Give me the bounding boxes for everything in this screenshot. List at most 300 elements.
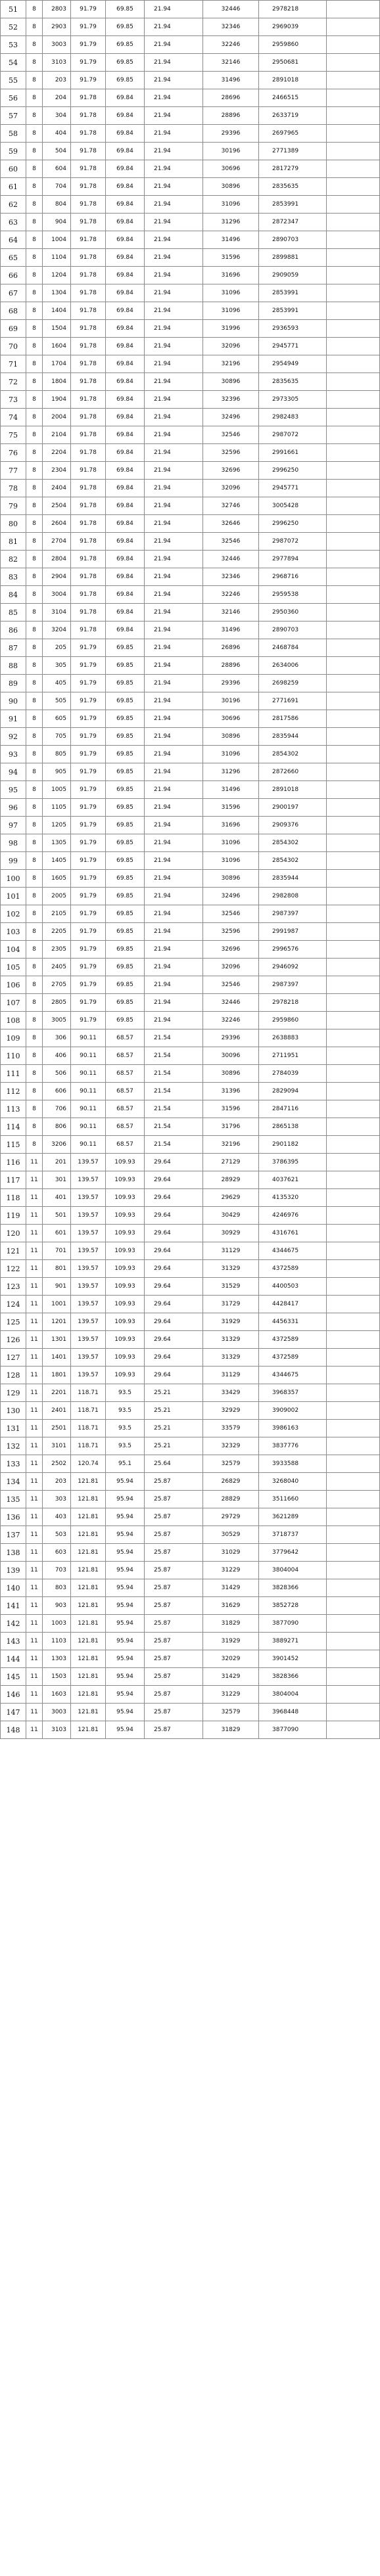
total-price-cell: 3005428 [259,497,327,515]
shared-area-cell: 21.94 [145,817,203,834]
table-row [1,107,380,125]
shared-area-cell: 29.64 [145,1278,203,1296]
row-number-cell: 143 [1,1633,26,1650]
row-number-cell: 76 [1,444,26,462]
building-cell: 8 [26,320,43,338]
table-row [1,1136,380,1154]
shared-area-cell: 21.94 [145,320,203,338]
area-cell: 91.78 [71,125,106,143]
total-price-cell: 2891018 [259,781,327,799]
row-number-cell: 146 [1,1686,26,1704]
row-number-cell: 105 [1,959,26,976]
shared-area-cell: 29.64 [145,1367,203,1384]
shared-area-cell: 21.94 [145,1012,203,1029]
total-price-cell: 4246976 [259,1207,327,1225]
table-row [1,1455,380,1473]
table-row [1,1562,380,1579]
inner-area-cell: 69.84 [106,480,145,497]
area-cell: 121.81 [71,1579,106,1597]
inner-area-cell: 69.84 [106,125,145,143]
row-number-cell: 81 [1,533,26,551]
unit-price-cell: 32596 [203,444,259,462]
total-price-cell: 3511660 [259,1491,327,1508]
table-row [1,1225,380,1242]
table-row [1,143,380,160]
empty-cell [327,1296,380,1313]
total-price-cell: 4037621 [259,1171,327,1189]
total-price-cell: 2973305 [259,391,327,409]
unit-cell: 1204 [43,267,71,284]
empty-cell [327,834,380,852]
empty-cell [327,639,380,657]
row-number-cell: 68 [1,302,26,320]
area-cell: 121.81 [71,1508,106,1526]
building-cell: 8 [26,1100,43,1118]
total-price-cell: 2771389 [259,143,327,160]
building-cell: 8 [26,196,43,214]
unit-price-cell: 30696 [203,160,259,178]
total-price-cell: 3837776 [259,1437,327,1455]
table-row [1,1083,380,1100]
table-row [1,178,380,196]
area-cell: 90.11 [71,1136,106,1154]
total-price-cell: 3901452 [259,1650,327,1668]
total-price-cell: 4135320 [259,1189,327,1207]
table-row [1,284,380,302]
inner-area-cell: 95.94 [106,1721,145,1739]
unit-price-cell: 31429 [203,1579,259,1597]
shared-area-cell: 25.87 [145,1650,203,1668]
empty-cell [327,143,380,160]
row-number-cell: 54 [1,54,26,72]
empty-cell [327,1473,380,1491]
total-price-cell: 2978218 [259,1,327,18]
unit-price-cell: 30529 [203,1526,259,1544]
inner-area-cell: 109.93 [106,1331,145,1349]
row-number-cell: 53 [1,36,26,54]
row-number-cell: 145 [1,1668,26,1686]
unit-cell: 801 [43,1260,71,1278]
building-cell: 8 [26,888,43,905]
building-cell: 8 [26,568,43,586]
building-cell: 11 [26,1189,43,1207]
total-price-cell: 3779642 [259,1544,327,1562]
shared-area-cell: 21.94 [145,657,203,675]
shared-area-cell: 29.64 [145,1242,203,1260]
row-number-cell: 133 [1,1455,26,1473]
area-cell: 91.79 [71,54,106,72]
empty-cell [327,1367,380,1384]
unit-price-cell: 32546 [203,533,259,551]
row-number-cell: 126 [1,1331,26,1349]
inner-area-cell: 69.84 [106,160,145,178]
unit-cell: 2803 [43,1,71,18]
total-price-cell: 2950360 [259,604,327,621]
row-number-cell: 137 [1,1526,26,1544]
shared-area-cell: 21.94 [145,214,203,231]
inner-area-cell: 69.85 [106,692,145,710]
unit-cell: 705 [43,728,71,746]
inner-area-cell: 93.5 [106,1402,145,1420]
shared-area-cell: 21.94 [145,480,203,497]
table-row [1,72,380,89]
table-row [1,1189,380,1207]
row-number-cell: 80 [1,515,26,533]
total-price-cell: 3933588 [259,1455,327,1473]
area-cell: 91.79 [71,639,106,657]
total-price-cell: 2996576 [259,941,327,959]
area-cell: 91.79 [71,941,106,959]
unit-price-cell: 32329 [203,1437,259,1455]
inner-area-cell: 69.85 [106,728,145,746]
shared-area-cell: 25.87 [145,1615,203,1633]
inner-area-cell: 109.93 [106,1367,145,1384]
inner-area-cell: 109.93 [106,1260,145,1278]
empty-cell [327,107,380,125]
inner-area-cell: 69.85 [106,1012,145,1029]
building-cell: 8 [26,497,43,515]
table-row [1,444,380,462]
inner-area-cell: 69.85 [106,905,145,923]
area-cell: 91.79 [71,905,106,923]
unit-price-cell: 31529 [203,1278,259,1296]
row-number-cell: 100 [1,870,26,888]
building-cell: 11 [26,1473,43,1491]
unit-cell: 2904 [43,568,71,586]
building-cell: 8 [26,18,43,36]
table-row [1,586,380,604]
building-cell: 11 [26,1455,43,1473]
unit-price-cell: 32746 [203,497,259,515]
total-price-cell: 2909376 [259,817,327,834]
area-cell: 91.78 [71,497,106,515]
area-cell: 91.78 [71,391,106,409]
unit-price-cell: 31796 [203,1118,259,1136]
unit-price-cell: 32146 [203,604,259,621]
shared-area-cell: 25.87 [145,1721,203,1739]
empty-cell [327,1508,380,1526]
inner-area-cell: 69.84 [106,586,145,604]
shared-area-cell: 21.94 [145,781,203,799]
table-row [1,462,380,480]
shared-area-cell: 29.64 [145,1171,203,1189]
unit-cell: 2405 [43,959,71,976]
table-row [1,373,380,391]
area-cell: 91.79 [71,763,106,781]
shared-area-cell: 25.87 [145,1668,203,1686]
unit-price-cell: 28896 [203,107,259,125]
unit-price-cell: 32496 [203,409,259,426]
empty-cell [327,1331,380,1349]
empty-cell [327,89,380,107]
total-price-cell: 2959860 [259,1012,327,1029]
area-cell: 139.57 [71,1313,106,1331]
unit-cell: 304 [43,107,71,125]
building-cell: 8 [26,746,43,763]
inner-area-cell: 93.5 [106,1437,145,1455]
shared-area-cell: 21.94 [145,1,203,18]
unit-cell: 2804 [43,551,71,568]
total-price-cell: 2638883 [259,1029,327,1047]
shared-area-cell: 21.94 [145,497,203,515]
inner-area-cell: 69.85 [106,799,145,817]
empty-cell [327,976,380,994]
row-number-cell: 140 [1,1579,26,1597]
empty-cell [327,267,380,284]
inner-area-cell: 69.84 [106,444,145,462]
building-cell: 11 [26,1296,43,1313]
building-cell: 11 [26,1508,43,1526]
inner-area-cell: 69.85 [106,994,145,1012]
shared-area-cell: 21.94 [145,160,203,178]
row-number-cell: 84 [1,586,26,604]
empty-cell [327,870,380,888]
area-cell: 139.57 [71,1296,106,1313]
total-price-cell: 2936593 [259,320,327,338]
shared-area-cell: 25.87 [145,1597,203,1615]
row-number-cell: 92 [1,728,26,746]
area-cell: 91.79 [71,657,106,675]
row-number-cell: 106 [1,976,26,994]
inner-area-cell: 69.85 [106,817,145,834]
table-row [1,852,380,870]
empty-cell [327,54,380,72]
inner-area-cell: 109.93 [106,1189,145,1207]
table-row [1,1154,380,1171]
building-cell: 11 [26,1367,43,1384]
inner-area-cell: 95.1 [106,1455,145,1473]
inner-area-cell: 93.5 [106,1384,145,1402]
unit-cell: 2502 [43,1455,71,1473]
total-price-cell: 3877090 [259,1721,327,1739]
unit-cell: 604 [43,160,71,178]
unit-price-cell: 31829 [203,1721,259,1739]
table-row [1,657,380,675]
table-row [1,994,380,1012]
row-number-cell: 142 [1,1615,26,1633]
building-cell: 8 [26,1012,43,1029]
row-number-cell: 124 [1,1296,26,1313]
building-cell: 11 [26,1721,43,1739]
table-row [1,1065,380,1083]
row-number-cell: 130 [1,1402,26,1420]
unit-cell: 1003 [43,1615,71,1633]
shared-area-cell: 21.54 [145,1029,203,1047]
building-cell: 8 [26,1118,43,1136]
unit-price-cell: 32146 [203,54,259,72]
area-cell: 139.57 [71,1278,106,1296]
total-price-cell: 2466515 [259,89,327,107]
total-price-cell: 2829094 [259,1083,327,1100]
empty-cell [327,1562,380,1579]
table-row [1,834,380,852]
empty-cell [327,1402,380,1420]
unit-cell: 606 [43,1083,71,1100]
unit-cell: 1104 [43,249,71,267]
empty-cell [327,675,380,692]
row-number-cell: 59 [1,143,26,160]
row-number-cell: 98 [1,834,26,852]
table-row [1,249,380,267]
shared-area-cell: 29.64 [145,1189,203,1207]
total-price-cell: 2991987 [259,923,327,941]
unit-cell: 904 [43,214,71,231]
row-number-cell: 78 [1,480,26,497]
building-cell: 8 [26,1,43,18]
inner-area-cell: 69.85 [106,852,145,870]
empty-cell [327,497,380,515]
area-cell: 91.79 [71,834,106,852]
empty-cell [327,196,380,214]
building-cell: 11 [26,1331,43,1349]
building-cell: 8 [26,763,43,781]
building-cell: 11 [26,1437,43,1455]
inner-area-cell: 68.57 [106,1118,145,1136]
area-cell: 139.57 [71,1260,106,1278]
unit-cell: 2305 [43,941,71,959]
inner-area-cell: 69.85 [106,54,145,72]
inner-area-cell: 95.94 [106,1633,145,1650]
shared-area-cell: 21.94 [145,89,203,107]
building-cell: 11 [26,1491,43,1508]
total-price-cell: 3889271 [259,1633,327,1650]
table-row [1,338,380,355]
area-cell: 91.78 [71,107,106,125]
building-cell: 8 [26,1047,43,1065]
unit-cell: 3101 [43,1437,71,1455]
unit-cell: 905 [43,763,71,781]
shared-area-cell: 25.87 [145,1544,203,1562]
table-row [1,1544,380,1562]
table-row [1,1367,380,1384]
inner-area-cell: 69.84 [106,604,145,621]
area-cell: 91.78 [71,320,106,338]
building-cell: 11 [26,1526,43,1544]
shared-area-cell: 21.94 [145,444,203,462]
building-cell: 8 [26,1065,43,1083]
inner-area-cell: 95.94 [106,1544,145,1562]
building-cell: 8 [26,231,43,249]
unit-price-cell: 31096 [203,746,259,763]
total-price-cell: 2987072 [259,426,327,444]
shared-area-cell: 21.94 [145,728,203,746]
empty-cell [327,515,380,533]
unit-price-cell: 31096 [203,834,259,852]
building-cell: 8 [26,178,43,196]
area-cell: 121.81 [71,1491,106,1508]
inner-area-cell: 69.85 [106,36,145,54]
building-cell: 8 [26,852,43,870]
row-number-cell: 134 [1,1473,26,1491]
unit-cell: 503 [43,1526,71,1544]
row-number-cell: 58 [1,125,26,143]
total-price-cell: 2968716 [259,568,327,586]
inner-area-cell: 69.85 [106,888,145,905]
unit-price-cell: 31596 [203,1100,259,1118]
building-cell: 8 [26,480,43,497]
shared-area-cell: 25.87 [145,1686,203,1704]
row-number-cell: 89 [1,675,26,692]
area-cell: 121.81 [71,1597,106,1615]
unit-price-cell: 32246 [203,36,259,54]
table-row [1,1296,380,1313]
unit-price-cell: 32546 [203,905,259,923]
total-price-cell: 3877090 [259,1615,327,1633]
area-cell: 90.11 [71,1029,106,1047]
area-cell: 91.78 [71,586,106,604]
empty-cell [327,728,380,746]
empty-cell [327,18,380,36]
unit-price-cell: 31296 [203,763,259,781]
empty-cell [327,710,380,728]
total-price-cell: 2890703 [259,231,327,249]
shared-area-cell: 21.94 [145,426,203,444]
inner-area-cell: 95.94 [106,1579,145,1597]
area-cell: 91.79 [71,675,106,692]
unit-cell: 306 [43,1029,71,1047]
shared-area-cell: 21.94 [145,284,203,302]
unit-price-cell: 30696 [203,710,259,728]
unit-price-cell: 31696 [203,817,259,834]
building-cell: 8 [26,799,43,817]
area-cell: 139.57 [71,1207,106,1225]
row-number-cell: 65 [1,249,26,267]
inner-area-cell: 69.85 [106,710,145,728]
row-number-cell: 107 [1,994,26,1012]
table-row [1,54,380,72]
inner-area-cell: 69.84 [106,568,145,586]
total-price-cell: 3909002 [259,1402,327,1420]
inner-area-cell: 95.94 [106,1668,145,1686]
unit-price-cell: 31496 [203,621,259,639]
row-number-cell: 96 [1,799,26,817]
unit-price-cell: 32029 [203,1650,259,1668]
table-row [1,1437,380,1455]
building-cell: 8 [26,409,43,426]
total-price-cell: 2854302 [259,746,327,763]
total-price-cell: 3786395 [259,1154,327,1171]
inner-area-cell: 69.85 [106,746,145,763]
building-cell: 8 [26,214,43,231]
table-row [1,160,380,178]
inner-area-cell: 69.84 [106,426,145,444]
unit-price-cell: 30096 [203,1047,259,1065]
shared-area-cell: 21.54 [145,1065,203,1083]
table-row [1,1615,380,1633]
unit-price-cell: 31929 [203,1313,259,1331]
unit-price-cell: 29396 [203,125,259,143]
area-cell: 91.78 [71,515,106,533]
inner-area-cell: 69.84 [106,409,145,426]
area-cell: 121.81 [71,1526,106,1544]
unit-price-cell: 32579 [203,1455,259,1473]
area-cell: 90.11 [71,1118,106,1136]
area-cell: 91.79 [71,817,106,834]
shared-area-cell: 21.94 [145,941,203,959]
unit-price-cell: 30896 [203,373,259,391]
unit-price-cell: 31096 [203,852,259,870]
area-cell: 118.71 [71,1384,106,1402]
total-price-cell: 2987072 [259,533,327,551]
shared-area-cell: 21.94 [145,604,203,621]
shared-area-cell: 21.94 [145,54,203,72]
table-row [1,941,380,959]
unit-price-cell: 27129 [203,1154,259,1171]
inner-area-cell: 69.84 [106,214,145,231]
row-number-cell: 60 [1,160,26,178]
shared-area-cell: 21.94 [145,763,203,781]
area-cell: 91.79 [71,959,106,976]
